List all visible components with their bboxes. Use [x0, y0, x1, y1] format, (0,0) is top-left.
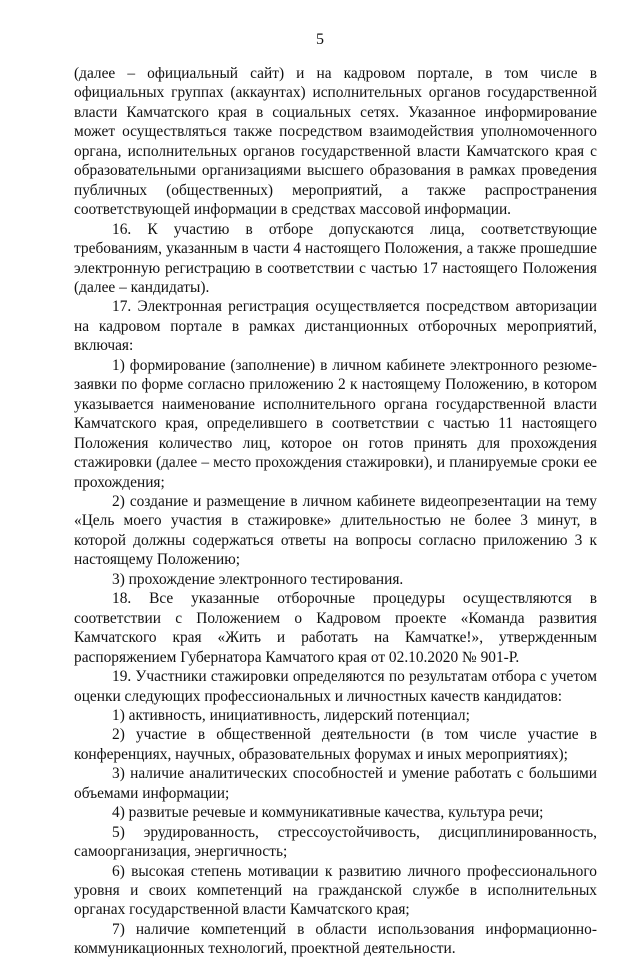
- paragraph-19-item-2: 2) участие в общественной деятельности (в том числе участие в конференциях, научных, образовательных форумах и иных мероприятиях);: [74, 726, 597, 763]
- paragraph-17-item-3: 3) прохождение электронного тестирования.: [112, 570, 404, 588]
- paragraph-19-item-3: 3) наличие аналитических способностей и умение работать с большими объемами информации;: [74, 765, 597, 802]
- document-body: [74, 64, 597, 959]
- paragraph-intro-continuation: (далее – официальный сайт) и на кадровом портале, в том числе в официальных группах (аккаунтах) исполнительных органов государственной власти Камчатского края в социальных сетях. Указанное информирование может осуществляться также посредством взаимодействия уполномоченного органа, исполнительных органов государственной власти Камчатского края с образовательными организациями высшего образования в рамках проведения публичных (общественных) мероприятий, а также распространения соответствующей информации в средствах массовой информации.: [74, 65, 597, 219]
- paragraph-19-item-4: 4) развитые речевые и коммуникативные качества, культура речи;: [112, 804, 544, 822]
- paragraph-17: 17. Электронная регистрация осуществляется посредством авторизации на кадровом портале в рамках дистанционных отборочных мероприятий, включая:: [74, 298, 597, 355]
- paragraph-19-item-7: 7) наличие компетенций в области использования информационно-коммуникационных технологий, проектной деятельности.: [74, 920, 597, 958]
- paragraph-19-item-5: 5) эрудированность, стрессоустойчивость, дисциплинированность, самоорганизация, энергичность;: [74, 823, 597, 861]
- page-number: 5: [316, 31, 324, 48]
- paragraph-16: 16. К участию в отборе допускаются лица, соответствующие требованиям, указанным в части 4 настоящего Положения, а также прошедшие электронную регистрацию в соответствии с частью 17 настоящего Положения (далее – кандидаты).: [74, 220, 597, 296]
- paragraph-18: 18. Все указанные отборочные процедуры осуществляются в соответствии с Положением о Кадровом проекте «Команда развития Камчатского края «Жить и работать на Камчатке!», утвержденным распоряжением Губернатора Камчатого края от 02.10.2020 № 901-Р.: [74, 590, 597, 666]
- paragraph-19-item-6: 6) высокая степень мотивации к развитию личного профессионального уровня и своих компетенций на гражданской службе в исполнительных органах государственной власти Камчатского края;: [74, 862, 597, 919]
- paragraph-17-item-2: 2) создание и размещение в личном кабинете видеопрезентации на тему «Цель моего участия в стажировке» длительностью не более 3 минут, в которой должны содержаться ответы на вопросы согласно приложению 3 к настоящему Положению;: [74, 492, 597, 569]
- paragraph-17-item-1: 1) формирование (заполнение) в личном кабинете электронного резюме-заявки по форме согласно приложению 2 к настоящему Положению, в котором указывается наименование исполнительного органа государственной власти Камчатского края, определившего в соответствии с частью 11 настоящего Положения количество лиц, которое он готов принять для прохождения стажировки (далее – место прохождения стажировки), и планируемые сроки ее прохождения;: [74, 356, 597, 491]
- paragraph-19: 19. Участники стажировки определяются по результатам отбора с учетом оценки следующих профессиональных и личностных качеств кандидатов:: [74, 668, 597, 705]
- paragraph-19-item-1: 1) активность, инициативность, лидерский потенциал;: [112, 706, 470, 724]
